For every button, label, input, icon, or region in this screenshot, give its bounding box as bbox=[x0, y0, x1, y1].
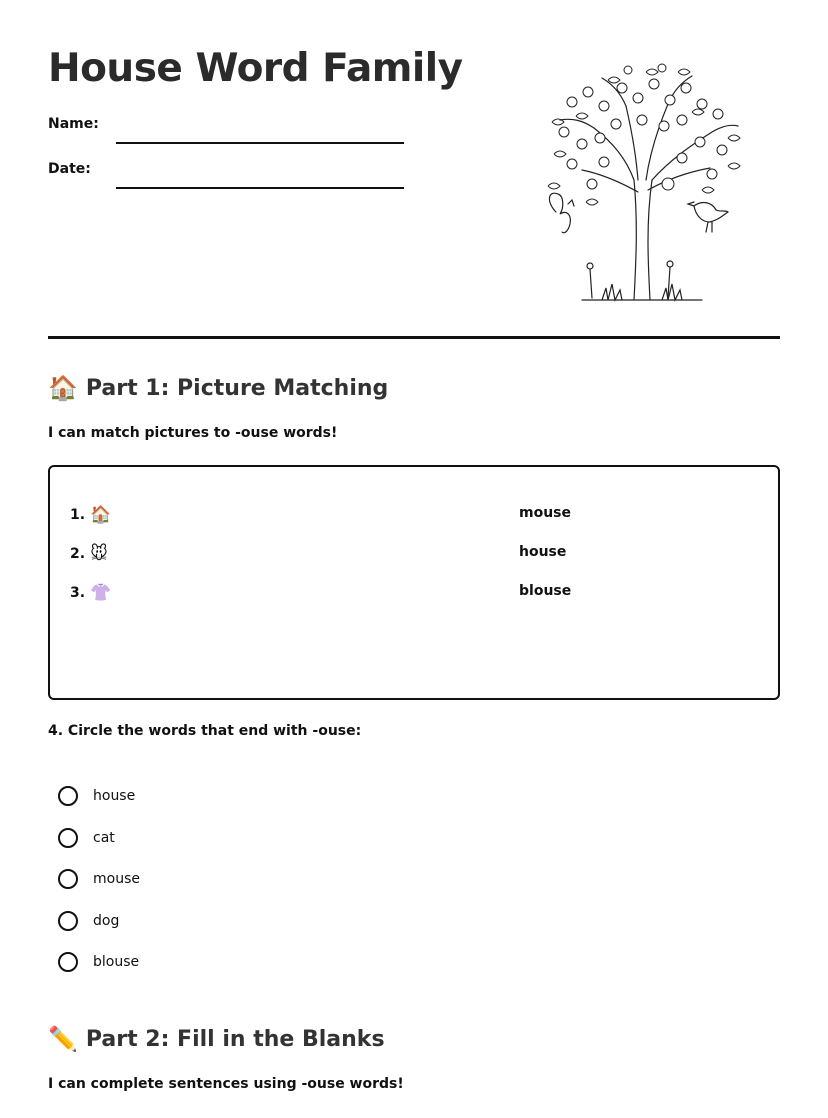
match-word[interactable]: mouse bbox=[519, 505, 572, 521]
part1-title: Part 1: Picture Matching bbox=[85, 375, 389, 401]
date-write-line[interactable] bbox=[116, 187, 404, 189]
circle-icon[interactable] bbox=[58, 786, 78, 806]
pencil-icon: ✏️ bbox=[48, 1025, 78, 1053]
worksheet-header bbox=[48, 0, 780, 338]
match-number: 1. bbox=[70, 507, 86, 523]
circle-icon[interactable] bbox=[58, 869, 78, 889]
worksheet-page bbox=[48, 0, 780, 1118]
apple-tree-illustration bbox=[542, 62, 742, 306]
choice-dog[interactable] bbox=[58, 911, 119, 931]
name-field bbox=[48, 116, 404, 132]
choice-blouse[interactable] bbox=[58, 952, 139, 972]
name-label: Name: bbox=[48, 116, 99, 132]
choice-label: dog bbox=[93, 913, 120, 929]
part1-heading bbox=[48, 374, 388, 402]
choice-label: house bbox=[93, 788, 136, 804]
choice-house[interactable] bbox=[58, 786, 135, 806]
circle-icon[interactable] bbox=[58, 952, 78, 972]
header-divider bbox=[48, 336, 780, 339]
picture-matching-box bbox=[48, 465, 780, 700]
match-word[interactable]: blouse bbox=[519, 583, 572, 599]
mouse-picture-icon[interactable]: 🐭 bbox=[90, 544, 108, 564]
part2-subtitle: I can complete sentences using -ouse words! bbox=[48, 1076, 404, 1092]
worksheet-title: House Word Family bbox=[48, 46, 463, 91]
part2-title: Part 2: Fill in the Blanks bbox=[85, 1026, 385, 1052]
circle-icon[interactable] bbox=[58, 828, 78, 848]
apple-tree-icon bbox=[542, 62, 742, 306]
house-picture-icon[interactable]: 🏠 bbox=[90, 505, 112, 525]
date-label: Date: bbox=[48, 161, 91, 177]
house-icon: 🏠 bbox=[48, 374, 78, 402]
question-4-prompt: 4. Circle the words that end with -ouse: bbox=[48, 723, 362, 739]
choice-mouse[interactable] bbox=[58, 869, 140, 889]
match-row-2 bbox=[70, 544, 760, 568]
blouse-picture-icon[interactable]: 👚 bbox=[90, 583, 112, 603]
choice-cat[interactable] bbox=[58, 828, 115, 848]
part2-heading bbox=[48, 1025, 385, 1053]
match-word[interactable]: house bbox=[519, 544, 567, 560]
match-row-3 bbox=[70, 583, 760, 607]
match-row-1 bbox=[70, 505, 760, 529]
choice-label: cat bbox=[93, 830, 115, 846]
name-write-line[interactable] bbox=[116, 142, 404, 144]
choice-label: mouse bbox=[93, 871, 140, 887]
match-number: 3. bbox=[70, 585, 86, 601]
circle-icon[interactable] bbox=[58, 911, 78, 931]
date-field bbox=[48, 161, 404, 177]
match-number: 2. bbox=[70, 546, 86, 562]
part1-subtitle: I can match pictures to -ouse words! bbox=[48, 425, 338, 441]
choice-label: blouse bbox=[93, 954, 140, 970]
